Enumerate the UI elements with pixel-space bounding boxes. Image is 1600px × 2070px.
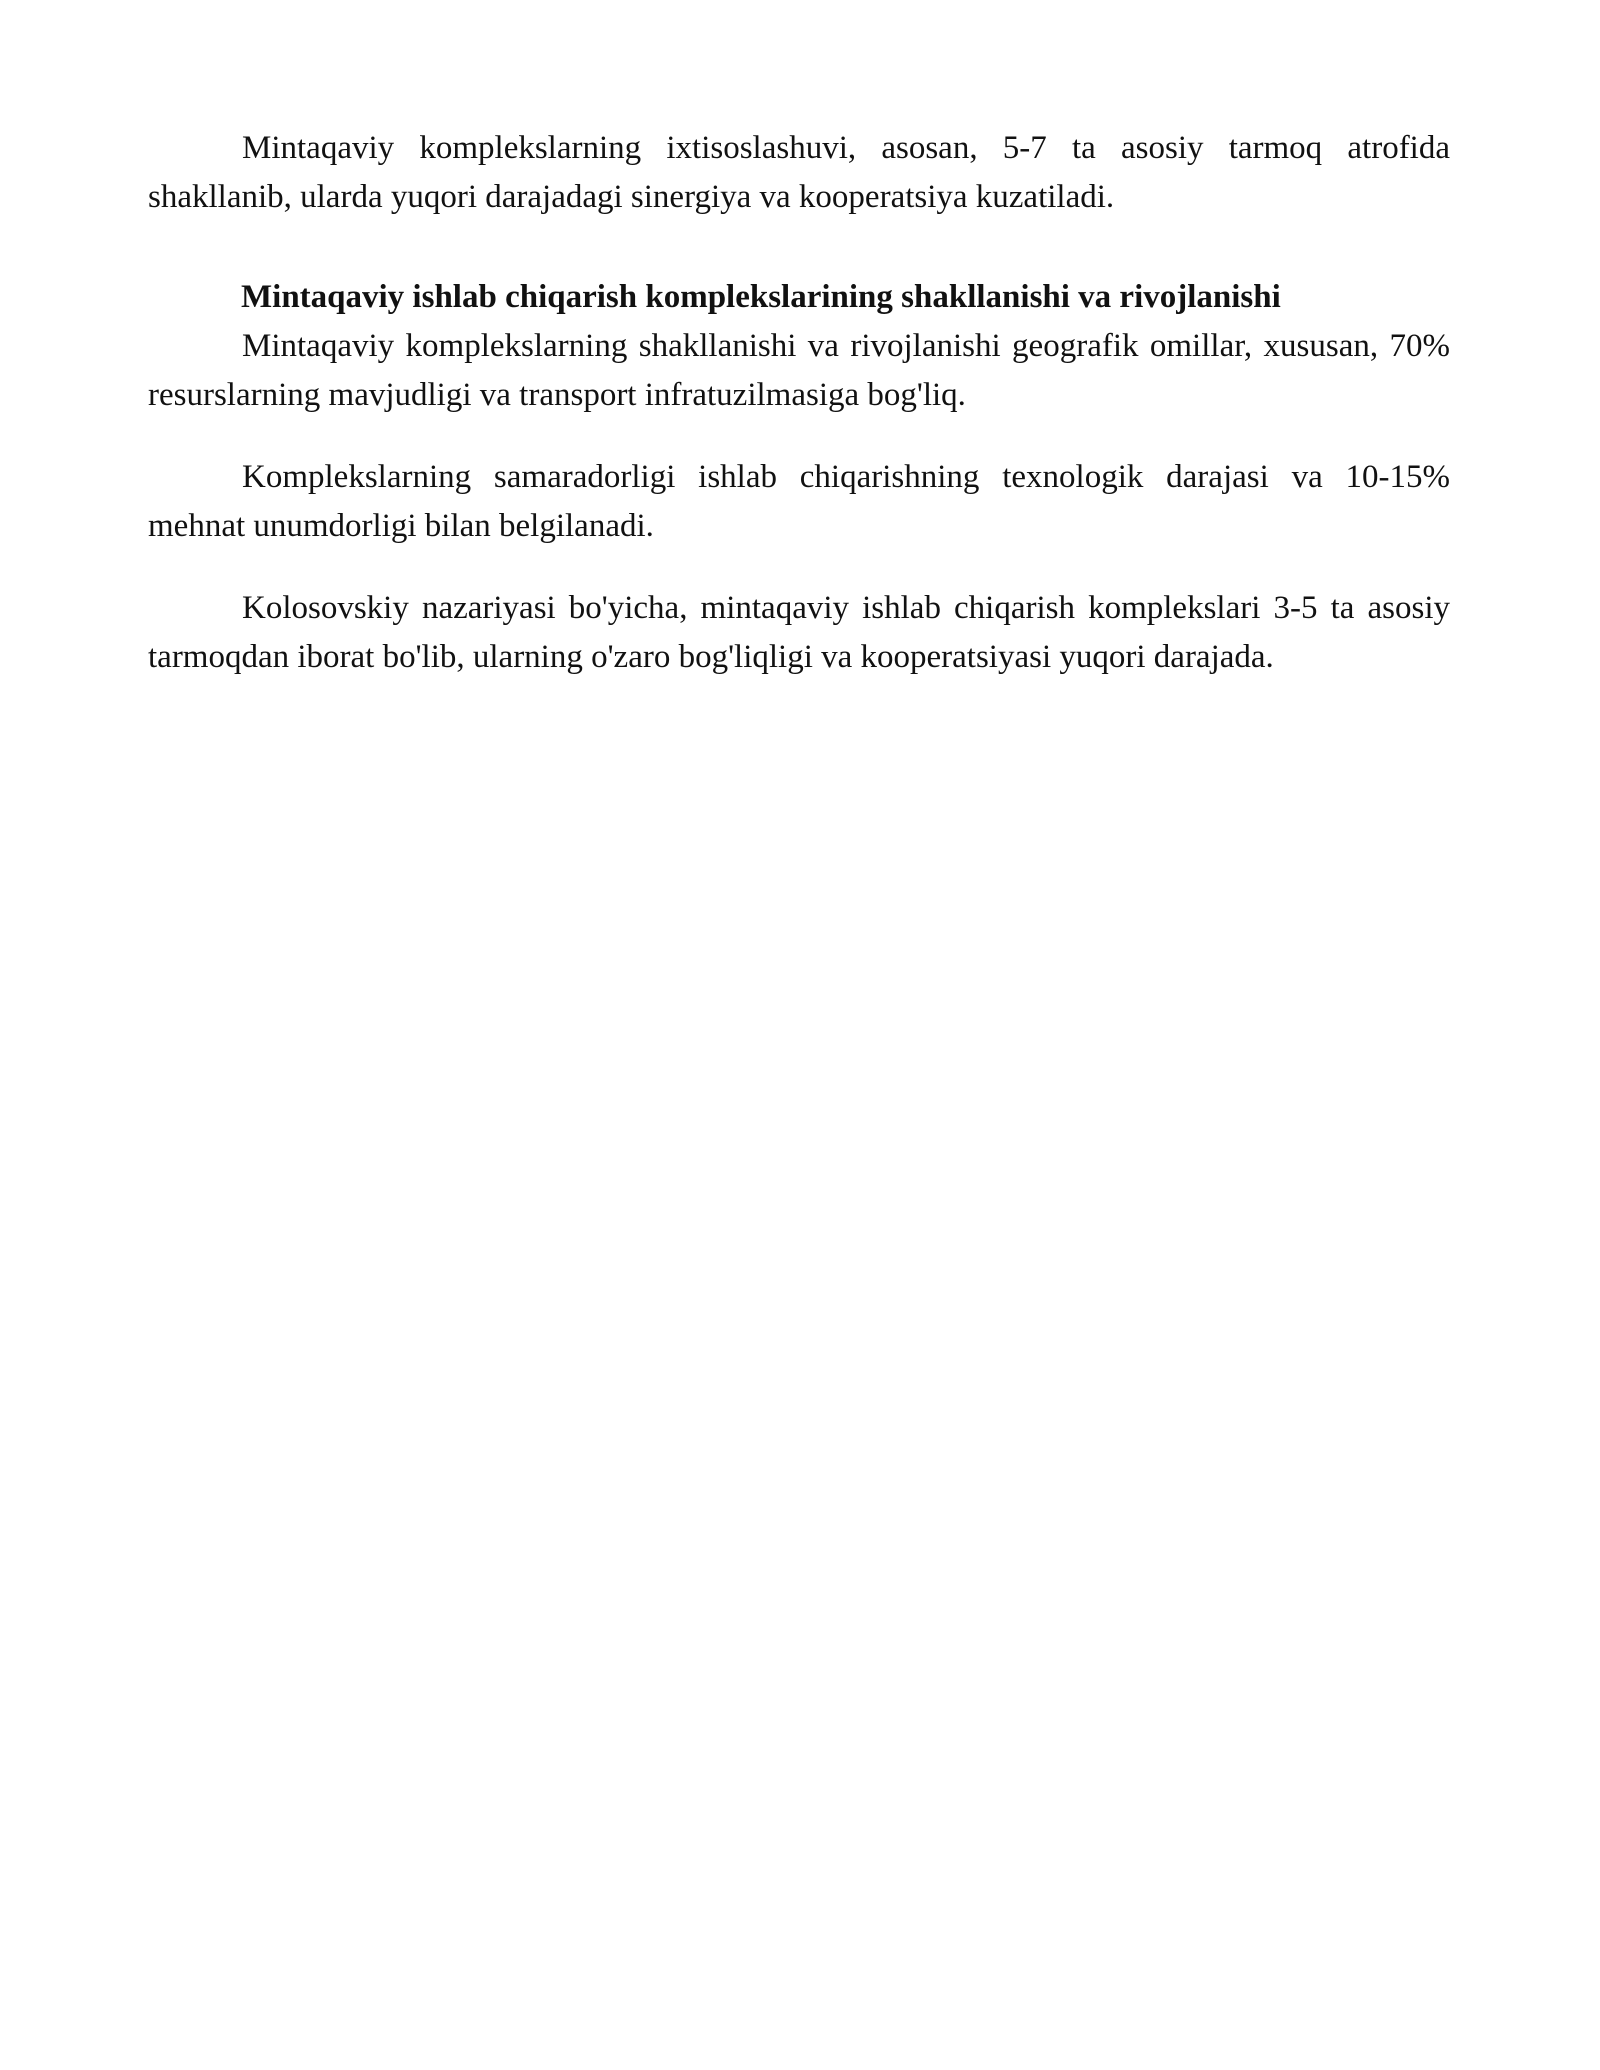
paragraph-efficiency: Komplekslarning samaradorligi ishlab chiqarishning texnologik darajasi va 10-15% mehnat unumdorligi bilan belgilanadi. — [148, 459, 1450, 544]
paragraph-kolosovskiy: Kolosovskiy nazariyasi bo'yicha, mintaqaviy ishlab chiqarish komplekslari 3-5 ta asosiy tarmoqdan iborat bo'lib, ularning o'zaro bog'liqligi va kooperatsiyasi yuqori darajada. — [148, 590, 1450, 675]
section-heading: Mintaqaviy ishlab chiqarish komplekslarining shakllanishi va rivojlanishi — [241, 279, 1281, 315]
document-body — [148, 124, 1450, 682]
paragraph-formation: Mintaqaviy komplekslarning shakllanishi va rivojlanishi geografik omillar, xususan, 70% resurslarning mavjudligi va transport infratuzilmasiga bog'liq. — [148, 328, 1450, 413]
paragraph-specialization: Mintaqaviy komplekslarning ixtisoslashuvi, asosan, 5-7 ta asosiy tarmoq atrofida shakllanib, ularda yuqori darajadagi sinergiya va kooperatsiya kuzatiladi. — [148, 130, 1450, 215]
